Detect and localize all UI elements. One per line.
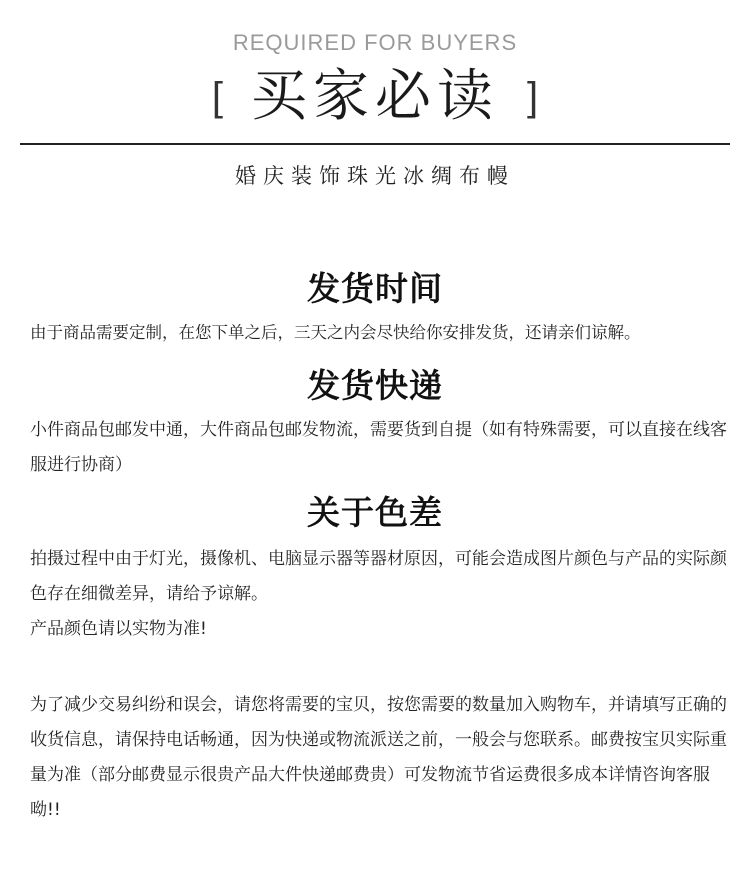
- section-text-courier: 小件商品包邮发中通，大件商品包邮发物流，需要货到自提（如有特殊需要，可以直接在线客服进行协商）: [30, 420, 727, 475]
- section-heading-shipping-time: 发货时间: [307, 269, 443, 308]
- color-note: 产品颜色请以实物为准!: [30, 619, 207, 639]
- title-row: [0, 62, 750, 132]
- page-title: 买家必读: [251, 64, 499, 129]
- section-heading-color-difference: 关于色差: [307, 493, 443, 532]
- section-text-color-difference: 拍摄过程中由于灯光，摄像机、电脑显示器等器材原因，可能会造成图片颜色与产品的实际颜色存在细微差异，请给予谅解。: [30, 549, 727, 604]
- product-name: 婚庆装饰珠光冰绸布幔: [235, 164, 515, 188]
- left-bracket: [: [211, 75, 223, 119]
- divider: [20, 143, 730, 145]
- subtitle-english: REQUIRED FOR BUYERS: [232, 30, 518, 55]
- section-heading-courier: 发货快递: [307, 366, 443, 405]
- section-text-shipping-time: 由于商品需要定制，在您下单之后，三天之内会尽快给你安排发货，还请亲们谅解。: [30, 323, 641, 342]
- right-bracket: ]: [527, 75, 539, 119]
- footer-notice: 为了减少交易纠纷和误会，请您将需要的宝贝，按您需要的数量加入购物车，并请填写正确的收货信息，请保持电话畅通，因为快递或物流派送之前，一般会与您联系。邮费按宝贝实际重量为准（部分邮费显示很贵产品大件快递邮费贵）可发物流节省运费很多成本详情咨询客服呦!!: [30, 695, 727, 820]
